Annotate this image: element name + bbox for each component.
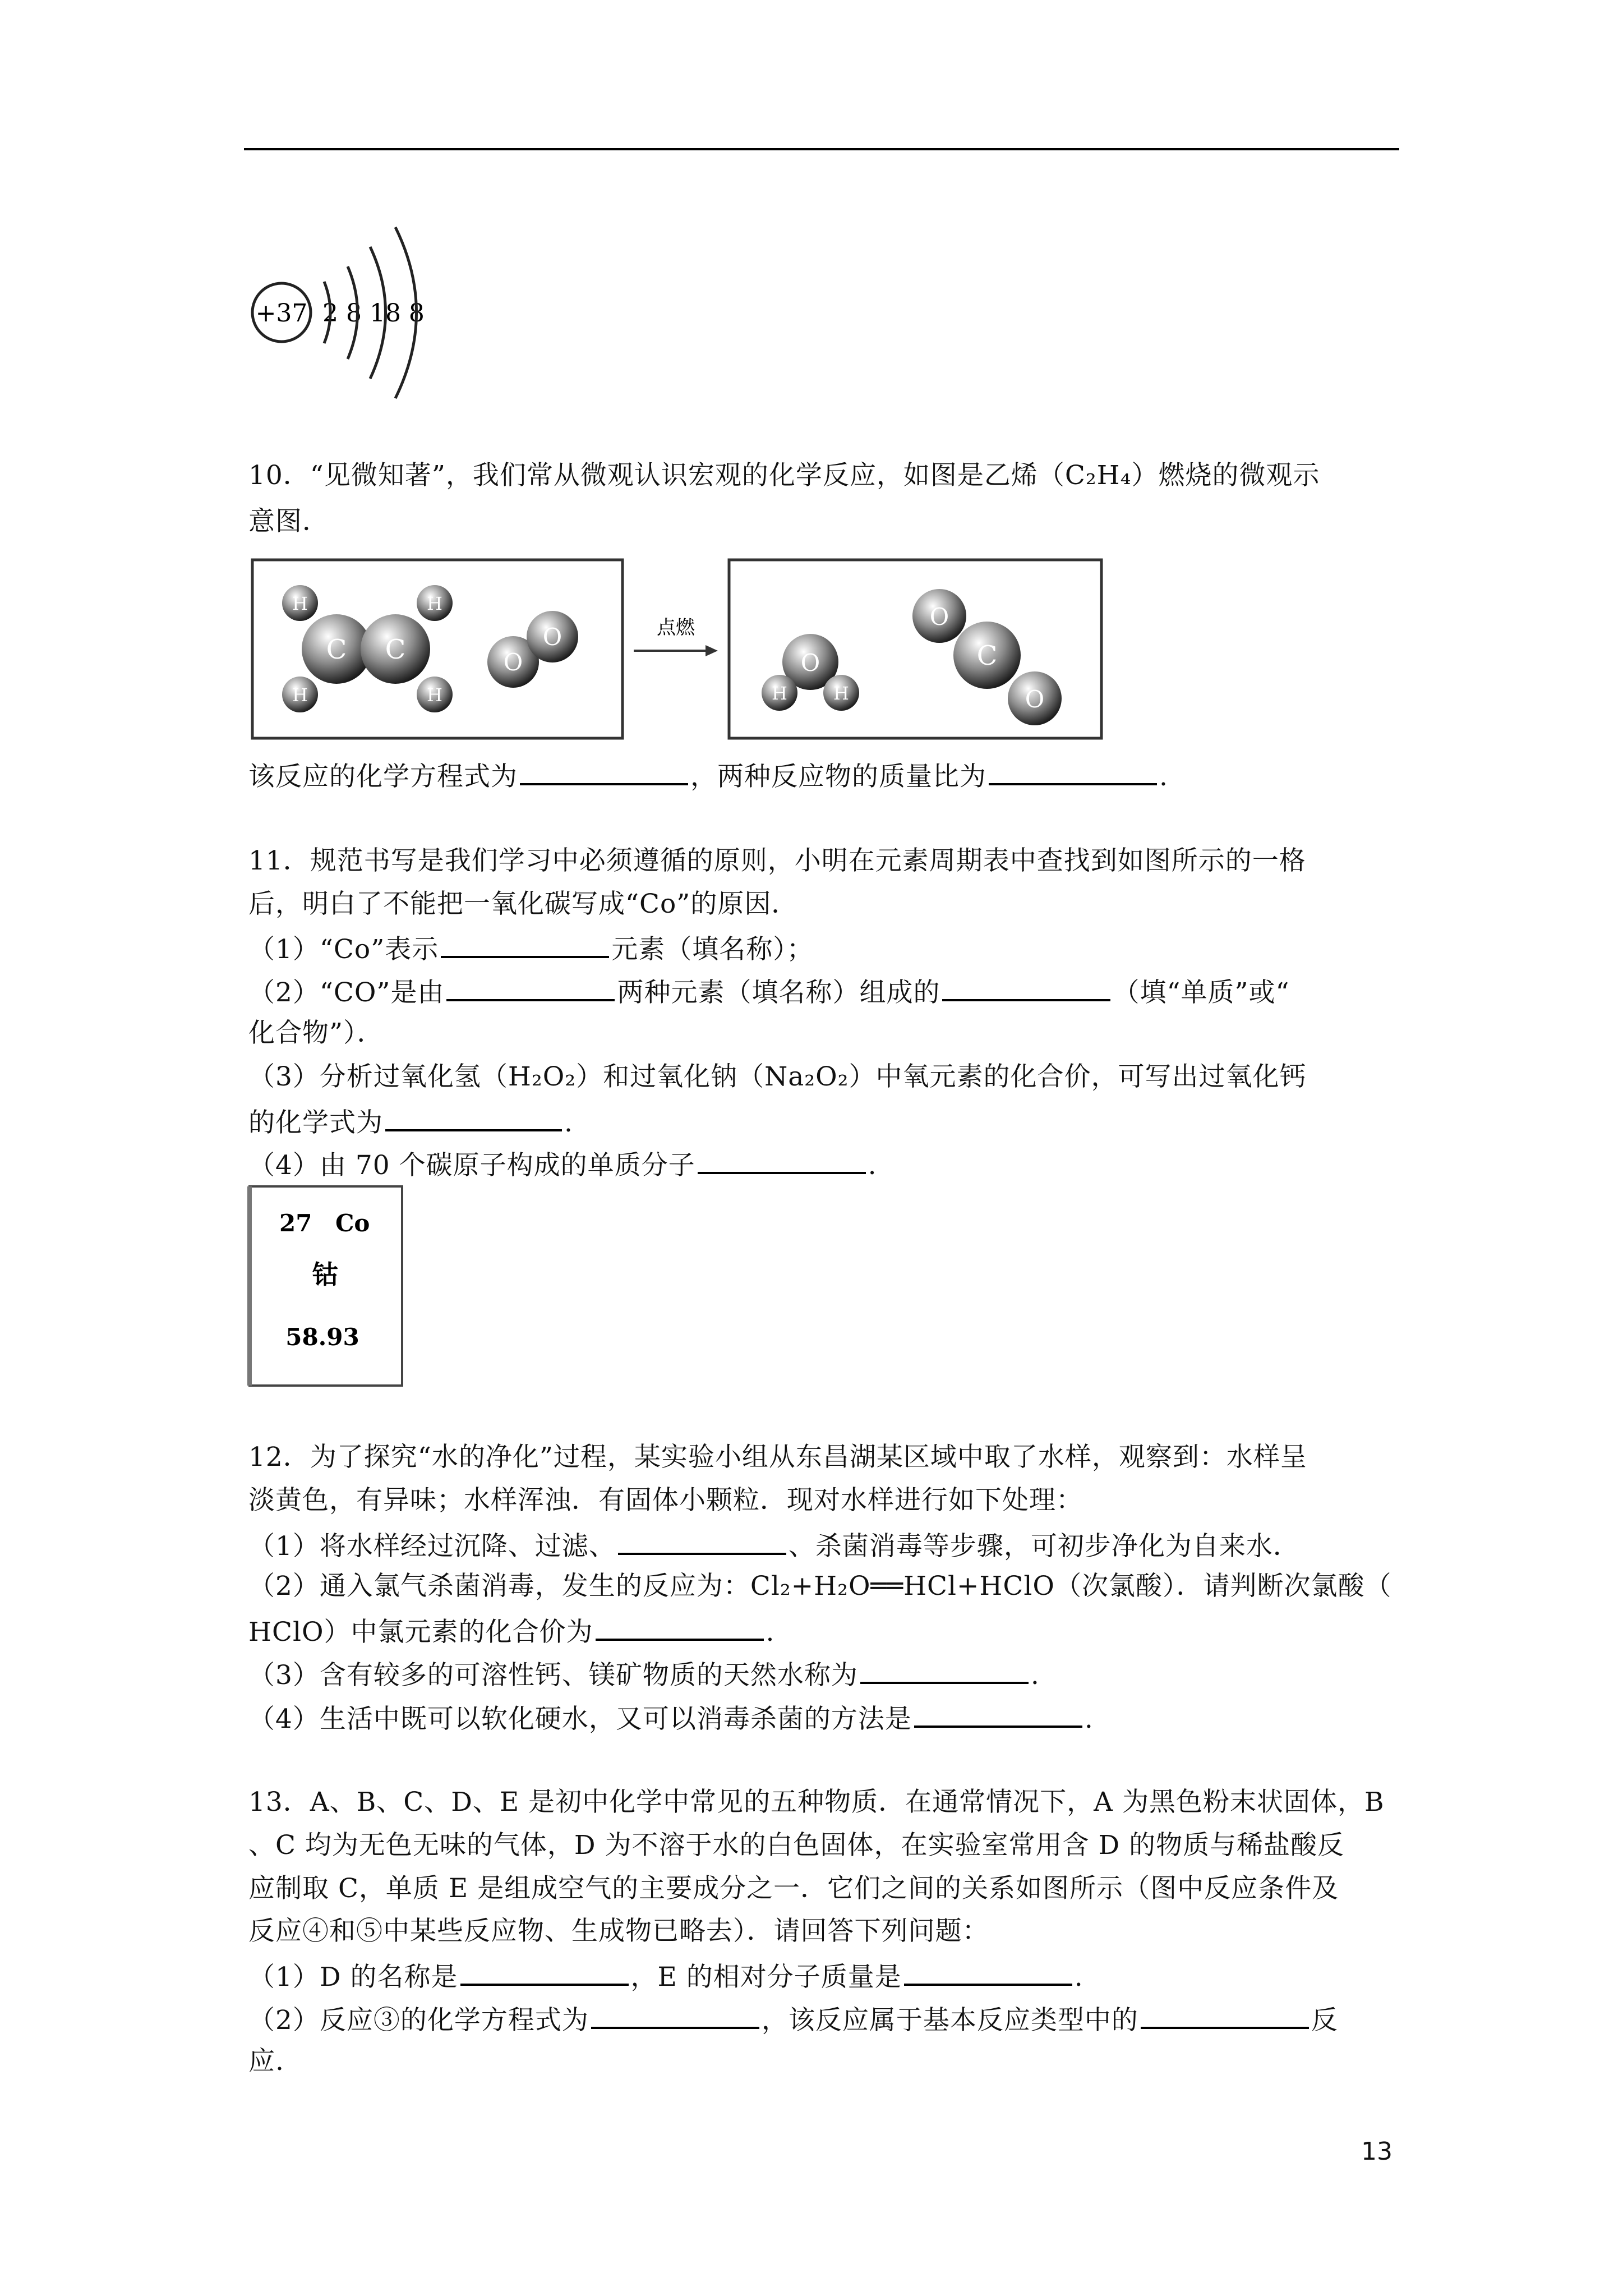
answer-blank[interactable] — [596, 1613, 764, 1641]
q12-part-1: （1）将水样经过沉降、过滤、 、杀菌消毒等步骤，可初步净化为自来水． — [248, 1527, 1300, 1563]
periodic-table-cell — [247, 1184, 409, 1391]
q13-line-1: 13．A、B、C、D、E 是初中化学中常见的五种物质．在通常情况下，A 为黑色粉末状固体，B — [248, 1787, 1385, 1818]
q11-part-3-cont: 的化学式为 . — [248, 1103, 573, 1140]
q11-part-2: （2）“CO”是由 两种元素（填名称）组成的 （填“单质”或“ — [248, 973, 1290, 1010]
page-number: 13 — [1361, 2137, 1393, 2166]
o-atom-label: O — [929, 603, 949, 631]
answer-blank[interactable] — [942, 973, 1110, 1001]
q12-part-4: （4）生活中既可以软化硬水，又可以消毒杀菌的方法是 . — [248, 1700, 1094, 1736]
arrow-head — [706, 645, 718, 656]
answer-blank[interactable] — [446, 973, 615, 1001]
h-atom-label: H — [427, 684, 442, 706]
answer-blank[interactable] — [1141, 2001, 1309, 2029]
answer-blank[interactable] — [460, 1958, 629, 1986]
shell-electrons-label: 2 8 18 8 — [322, 299, 425, 328]
answer-blank[interactable] — [618, 1527, 786, 1555]
answer-blank[interactable] — [860, 1656, 1029, 1684]
o-atom-label: O — [542, 623, 562, 651]
q10-answer-end: . — [1159, 761, 1168, 792]
q13-part-2: （2）反应③的化学方程式为 ，该反应属于基本反应类型中的 反 — [248, 2001, 1338, 2037]
q10-answer-prefix: 该反应的化学方程式为 — [248, 761, 518, 792]
q10-answer-line — [248, 757, 1168, 794]
q11-part-4: （4）由 70 个碳原子构成的单质分子 . — [248, 1146, 877, 1182]
ethylene-combustion-diagram — [247, 555, 1122, 746]
q13-part-1: （1）D 的名称是 ，E 的相对分子质量是 . — [248, 1958, 1083, 1994]
answer-blank[interactable] — [914, 1700, 1082, 1728]
q11-part-1: （1）“Co”表示 元素（填名称）； — [248, 930, 814, 967]
o-atom-label: O — [800, 649, 820, 677]
h-atom-label: H — [772, 683, 787, 704]
header-rule — [244, 148, 1399, 150]
nucleus-label: +37 — [255, 299, 308, 328]
q10-line-1: 10．“见微知著”，我们常从微观认识宏观的化学反应，如图是乙烯（C₂H₄）燃烧的微观示 — [248, 460, 1320, 491]
h-atom-label: H — [427, 593, 442, 614]
answer-blank[interactable] — [698, 1146, 866, 1174]
q11-line-1: 11．规范书写是我们学习中必须遵循的原则，小明在元素周期表中查找到如图所示的一格 — [248, 845, 1306, 876]
o-atom-label: O — [503, 648, 523, 676]
answer-blank[interactable] — [989, 757, 1157, 785]
q10-answer-middle: ，两种反应物的质量比为 — [690, 761, 986, 792]
q13-line-3: 应制取 C，单质 E 是组成空气的主要成分之一．它们之间的关系如图所示（图中反应条件及 — [248, 1873, 1339, 1904]
h-atom-label: H — [833, 683, 849, 704]
q11-part-3: （3）分析过氧化氢（H₂O₂）和过氧化钠（Na₂O₂）中氧元素的化合价，可写出过氧化钙 — [248, 1061, 1307, 1092]
q12-part-2-cont: HClO）中氯元素的化合价为 . — [248, 1613, 774, 1649]
answer-blank[interactable] — [591, 2001, 759, 2029]
answer-blank[interactable] — [385, 1103, 562, 1131]
q12-line-1: 12．为了探究“水的净化”过程，某实验小组从东昌湖某区域中取了水样，观察到：水样呈 — [248, 1442, 1307, 1473]
h-atom-label: H — [292, 593, 308, 614]
q13-line-4: 反应④和⑤中某些反应物、生成物已略去）．请回答下列问题： — [248, 1916, 989, 1947]
answer-blank[interactable] — [904, 1958, 1072, 1986]
answer-blank[interactable] — [520, 757, 688, 785]
h-atom-label: H — [292, 684, 308, 706]
answer-blank[interactable] — [441, 930, 609, 958]
q12-part-2: （2）通入氯气杀菌消毒，发生的反应为：Cl₂+H₂O══HCl+HClO（次氯酸）．请判断次氯酸（ — [248, 1571, 1392, 1602]
o-atom-label: O — [1025, 685, 1045, 713]
q10-line-2: 意图． — [248, 506, 329, 537]
c-atom-label: C — [326, 634, 347, 665]
q13-line-2: 、C 均为无色无味的气体，D 为不溶于水的白色固体，在实验室常用含 D 的物质与稀盐酸反 — [248, 1830, 1345, 1861]
q12-line-2: 淡黄色，有异味；水样浑浊．有固体小颗粒．现对水样进行如下处理： — [248, 1485, 1083, 1516]
atomic-number: 27 — [279, 1209, 312, 1237]
element-name: 钴 — [312, 1259, 338, 1290]
q12-part-3: （3）含有较多的可溶性钙、镁矿物质的天然水称为 . — [248, 1656, 1040, 1692]
q13-part-2-cont: 应. — [248, 2046, 284, 2077]
c-atom-label: C — [976, 640, 998, 671]
q11-part-2-cont: 化合物”）． — [248, 1018, 384, 1048]
atomic-mass: 58.93 — [285, 1323, 359, 1351]
c-atom-label: C — [385, 634, 406, 665]
element-symbol: Co — [335, 1209, 370, 1237]
q11-line-2: 后，明白了不能把一氧化碳写成“Co”的原因． — [248, 889, 799, 919]
atom-structure-diagram — [241, 202, 477, 409]
ignite-label: 点燃 — [657, 616, 695, 639]
